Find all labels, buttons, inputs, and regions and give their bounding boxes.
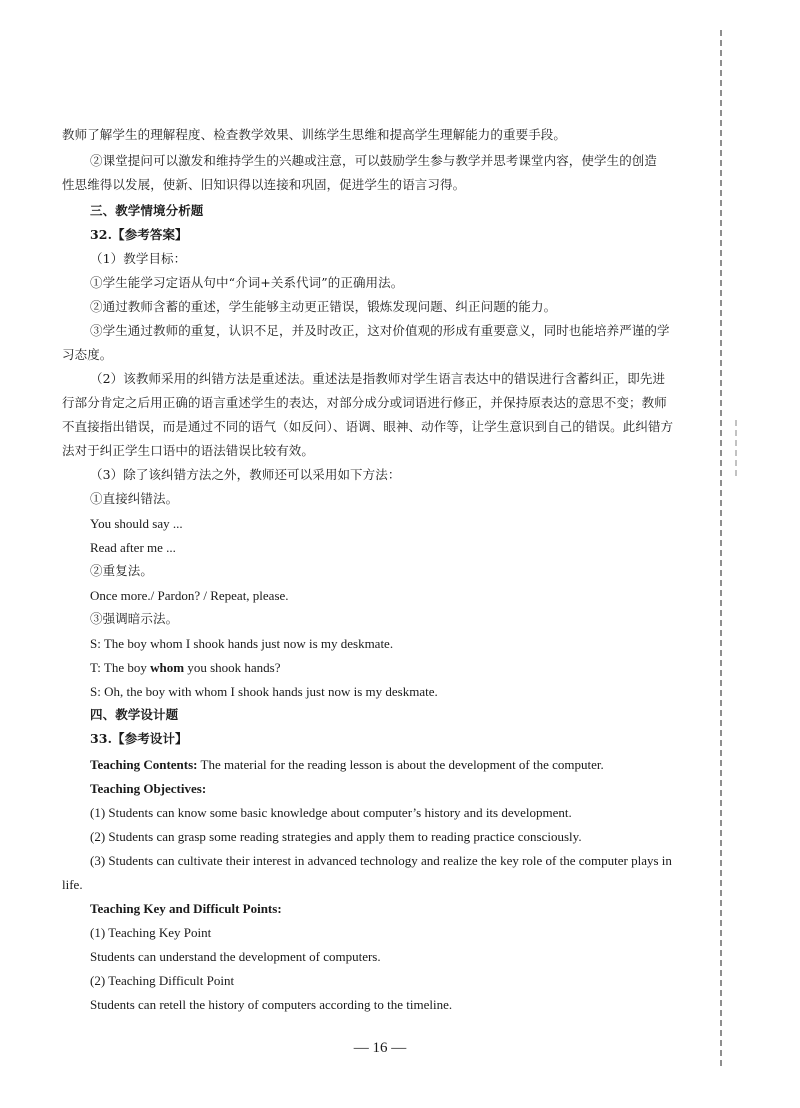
section-heading-4: 四、教学设计题 [90,707,179,722]
key-point-text: Students can understand the development of computers. [90,949,381,964]
text-line-10: 习态度。 [62,347,113,362]
text-line-2: ②课堂提问可以激发和维持学生的兴趣或注意，可以鼓励学生参与教学并思考课堂内容，使学生的创造 [90,153,658,168]
teaching-objectives-heading: Teaching Objectives: [90,781,207,796]
answer-heading-33: 33.【参考设计】 [90,731,188,746]
emphasized-word: whom [150,660,185,675]
teaching-contents-label: Teaching Contents: [90,757,198,772]
text-line-12: 行部分肯定之后用正确的语言重述学生的表达，对部分成分或词语进行修正，并保持原表达的意思不变；教师 [62,395,667,410]
text-line-15: （3）除了该纠错方法之外，教师还可以采用如下方法： [90,467,401,482]
teaching-contents-line [90,757,604,773]
text-line-1: 教师了解学生的理解程度、检查教学效果、训练学生思维和提高学生理解能力的重要手段。 [62,127,567,142]
text-line-19: ②重复法。 [90,563,154,578]
key-difficult-heading: Teaching Key and Difficult Points: [90,901,282,916]
key-point-heading: (1) Teaching Key Point [90,925,212,940]
dialogue-line-2-end: you shook hands? [187,660,281,675]
dialogue-line-2-start: T: The boy [90,660,147,675]
objective-1: (1) Students can know some basic knowledge about computer’s history and its development. [90,805,572,820]
text-line-7: ①学生能学习定语从句中“介词+关系代词”的正确用法。 [90,275,404,290]
page-number: — 16 — [353,1040,407,1056]
objective-3: (3) Students can cultivate their interest in advanced technology and realize the key role of the computer plays in [90,853,672,868]
dialogue-line-2 [90,660,281,676]
text-line-6: （1）教学目标： [90,251,187,266]
text-line-9: ③学生通过教师的重复，认识不足，并及时改正，这对价值观的形成有重要意义，同时也能培养严谨的学 [90,323,670,338]
objective-2: (2) Students can grasp some reading strategies and apply them to reading practice consciously. [90,829,582,844]
dialogue-line-3: S: Oh, the boy with whom I shook hands just now is my deskmate. [90,684,438,699]
example-line-3: Once more./ Pardon? / Repeat, please. [90,588,289,603]
text-line-11: （2）该教师采用的纠错方法是重述法。重述法是指教师对学生语言表达中的错误进行含蓄纠正，即先进 [90,371,666,386]
difficult-point-heading: (2) Teaching Difficult Point [90,973,235,988]
difficult-point-text: Students can retell the history of computers according to the timeline. [90,997,453,1012]
scan-edge-mark [720,30,722,1070]
example-line-2: Read after me ... [90,540,176,555]
text-line-14: 法对于纠正学生口语中的语法错误比较有效。 [62,443,315,458]
text-line-8: ②通过教师含蓄的重述，学生能够主动更正错误，锻炼发现问题、纠正问题的能力。 [90,299,557,314]
teaching-contents-text: The material for the reading lesson is about the development of the computer. [200,757,604,772]
section-heading-3: 三、教学情境分析题 [90,203,204,218]
text-line-16: ①直接纠错法。 [90,491,179,506]
dialogue-line-1: S: The boy whom I shook hands just now is my deskmate. [90,636,394,651]
text-line-21: ③强调暗示法。 [90,611,179,626]
objective-3-continued: life. [62,877,83,892]
example-line-1: You should say ... [90,516,183,531]
text-line-3: 性思维得以发展，使新、旧知识得以连接和巩固，促进学生的语言习得。 [62,177,466,192]
text-line-13: 不直接指出错误，而是通过不同的语气（如反问）、语调、眼神、动作等，让学生意识到自己的错误。此纠错方 [62,419,674,434]
answer-heading-32: 32.【参考答案】 [90,227,188,242]
scan-edge-mark-faint [735,420,737,480]
